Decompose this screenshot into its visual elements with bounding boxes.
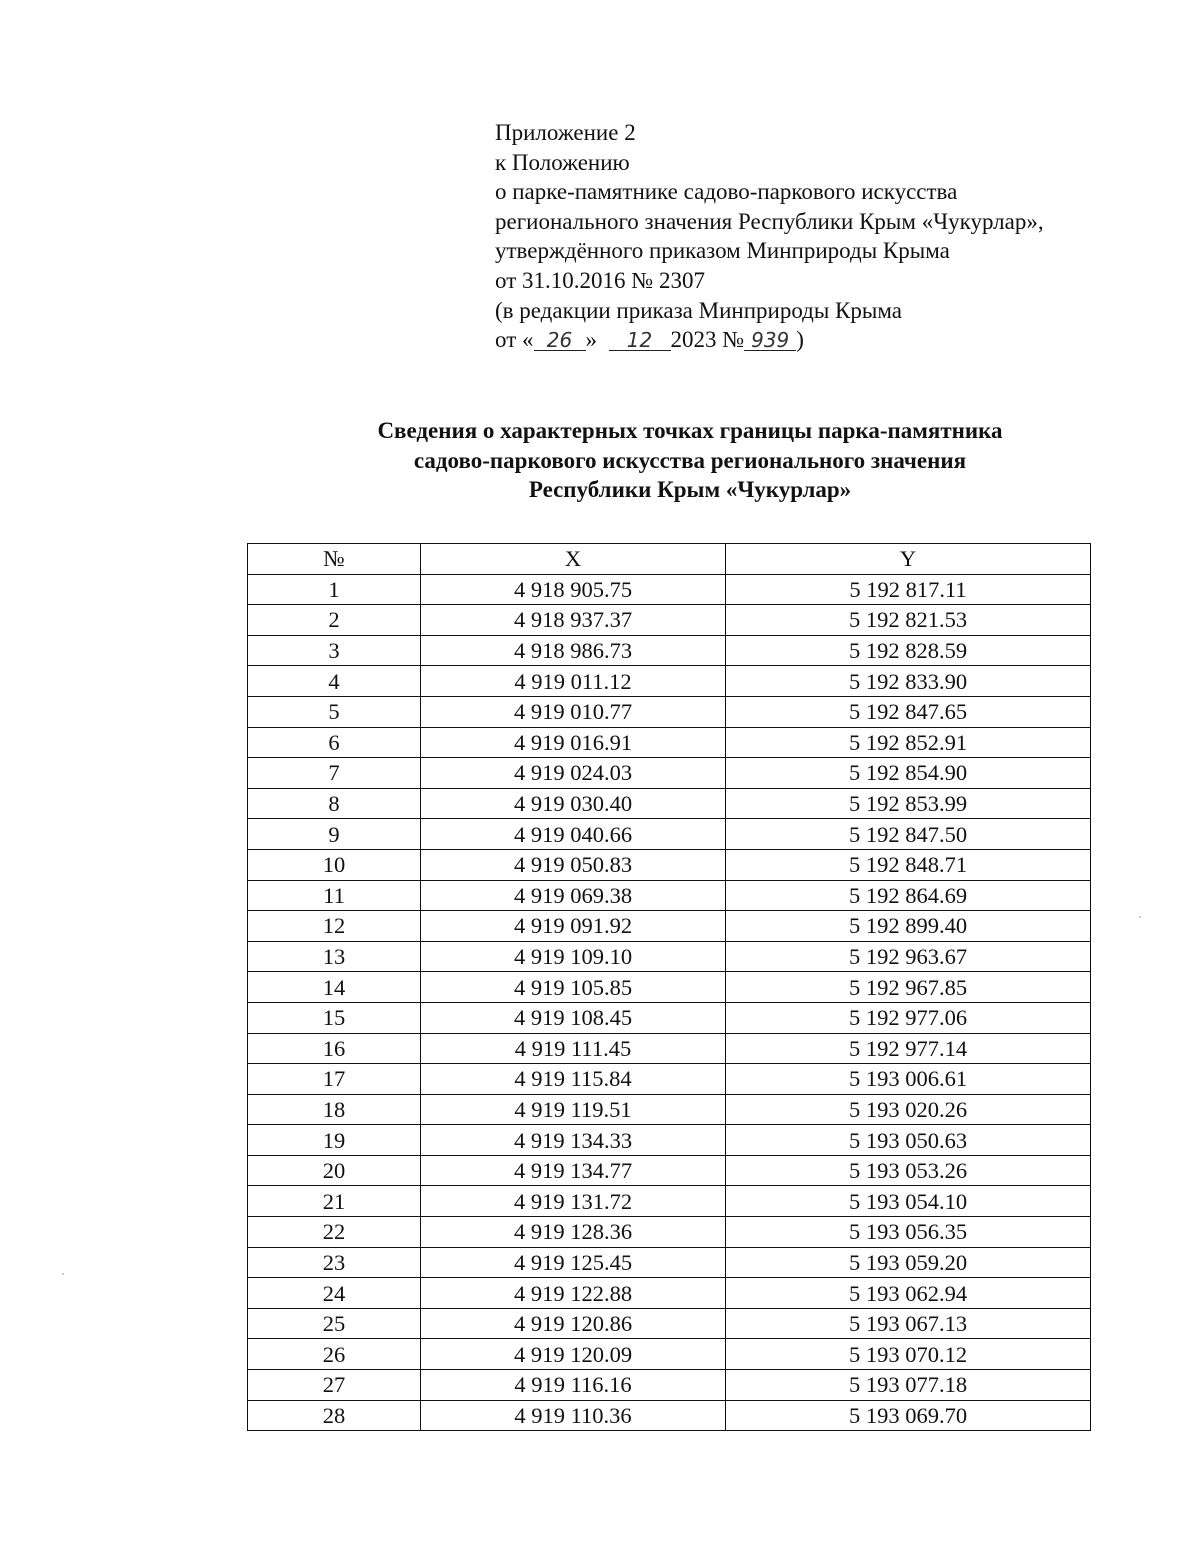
table-row (248, 727, 1091, 758)
x-coordinate: 4 919 011.12 (421, 666, 726, 697)
y-coordinate: 5 192 864.69 (726, 880, 1091, 911)
y-coordinate: 5 192 852.91 (726, 727, 1091, 758)
table-row (248, 880, 1091, 911)
table-row (248, 1155, 1091, 1186)
x-coordinate: 4 919 110.36 (421, 1400, 726, 1431)
table-row (248, 1033, 1091, 1064)
y-coordinate: 5 193 069.70 (726, 1400, 1091, 1431)
x-coordinate: 4 918 937.37 (421, 605, 726, 636)
handwritten-order-number: 939 (744, 330, 796, 351)
y-coordinate: 5 193 056.35 (726, 1217, 1091, 1248)
title-line-3: Республики Крым «Чукурлар» (528, 477, 852, 502)
table-row (248, 911, 1091, 942)
table-row (248, 696, 1091, 727)
table-body (248, 574, 1091, 1431)
point-number: 28 (248, 1400, 421, 1431)
y-coordinate: 5 193 053.26 (726, 1155, 1091, 1186)
table-row (248, 1125, 1091, 1156)
table-row (248, 574, 1091, 605)
table-row (248, 635, 1091, 666)
appendix-line-1: Приложение 2 (495, 120, 636, 145)
table-row (248, 788, 1091, 819)
x-coordinate: 4 919 105.85 (421, 972, 726, 1003)
point-number: 4 (248, 666, 421, 697)
table-row (248, 1400, 1091, 1431)
y-coordinate: 5 192 817.11 (726, 574, 1091, 605)
table-row (248, 1308, 1091, 1339)
handwritten-day: 26 (534, 330, 586, 351)
y-coordinate: 5 192 853.99 (726, 788, 1091, 819)
table-row (248, 941, 1091, 972)
point-number: 1 (248, 574, 421, 605)
title-line-1: Сведения о характерных точках границы парка-памятника (377, 418, 1003, 443)
appendix-line-4: регионального значения Республики Крым «Чукурлар», (495, 208, 1044, 234)
point-number: 25 (248, 1308, 421, 1339)
point-number: 10 (248, 849, 421, 880)
point-number: 2 (248, 605, 421, 636)
handwritten-month: 12 (609, 330, 671, 351)
y-coordinate: 5 192 833.90 (726, 666, 1091, 697)
y-coordinate: 5 192 899.40 (726, 911, 1091, 942)
y-coordinate: 5 193 070.12 (726, 1339, 1091, 1370)
coordinates-table (247, 543, 1091, 1431)
point-number: 18 (248, 1094, 421, 1125)
x-coordinate: 4 919 115.84 (421, 1064, 726, 1095)
x-coordinate: 4 919 125.45 (421, 1247, 726, 1278)
appendix-date-line (495, 325, 1135, 355)
point-number: 24 (248, 1278, 421, 1309)
y-coordinate: 5 192 847.65 (726, 696, 1091, 727)
closing-paren: ) (796, 327, 804, 353)
point-number: 13 (248, 941, 421, 972)
table-row (248, 1247, 1091, 1278)
x-coordinate: 4 919 120.09 (421, 1339, 726, 1370)
table-row (248, 1186, 1091, 1217)
y-coordinate: 5 192 963.67 (726, 941, 1091, 972)
table-row (248, 758, 1091, 789)
table-row (248, 849, 1091, 880)
point-number: 11 (248, 880, 421, 911)
y-coordinate: 5 192 854.90 (726, 758, 1091, 789)
point-number: 16 (248, 1033, 421, 1064)
x-coordinate: 4 919 128.36 (421, 1217, 726, 1248)
x-coordinate: 4 919 069.38 (421, 880, 726, 911)
y-coordinate: 5 192 828.59 (726, 635, 1091, 666)
x-coordinate: 4 919 016.91 (421, 727, 726, 758)
point-number: 5 (248, 696, 421, 727)
year-text: 2023 № (670, 327, 745, 353)
x-coordinate: 4 919 091.92 (421, 911, 726, 942)
point-number: 17 (248, 1064, 421, 1095)
x-coordinate: 4 919 119.51 (421, 1094, 726, 1125)
header-y: Y (726, 544, 1091, 575)
appendix-line-6: от 31.10.2016 № 2307 (495, 267, 705, 293)
x-coordinate: 4 919 131.72 (421, 1186, 726, 1217)
title-line-2: садово-паркового искусства регионального значения (413, 447, 967, 473)
appendix-header (495, 118, 1135, 355)
x-coordinate: 4 919 024.03 (421, 758, 726, 789)
table-row (248, 1278, 1091, 1309)
x-coordinate: 4 919 134.77 (421, 1155, 726, 1186)
x-coordinate: 4 919 109.10 (421, 941, 726, 972)
table-header-row (248, 544, 1091, 575)
appendix-line-7: (в редакции приказа Минприроды Крыма (495, 297, 902, 323)
x-coordinate: 4 919 116.16 (421, 1370, 726, 1401)
point-number: 3 (248, 635, 421, 666)
point-number: 6 (248, 727, 421, 758)
point-number: 26 (248, 1339, 421, 1370)
scan-speck (1139, 916, 1141, 918)
point-number: 7 (248, 758, 421, 789)
appendix-line-2: к Положению (495, 149, 630, 175)
x-coordinate: 4 919 108.45 (421, 1002, 726, 1033)
y-coordinate: 5 193 059.20 (726, 1247, 1091, 1278)
point-number: 14 (248, 972, 421, 1003)
table-row (248, 1002, 1091, 1033)
y-coordinate: 5 192 847.50 (726, 819, 1091, 850)
x-coordinate: 4 919 040.66 (421, 819, 726, 850)
y-coordinate: 5 192 977.14 (726, 1033, 1091, 1064)
appendix-line-5: утверждённого приказом Минприроды Крыма (495, 238, 950, 264)
quote-close: » (585, 327, 597, 353)
y-coordinate: 5 192 848.71 (726, 849, 1091, 880)
table-row (248, 972, 1091, 1003)
x-coordinate: 4 919 010.77 (421, 696, 726, 727)
x-coordinate: 4 919 111.45 (421, 1033, 726, 1064)
y-coordinate: 5 193 050.63 (726, 1125, 1091, 1156)
scan-speck (62, 1273, 64, 1275)
point-number: 15 (248, 1002, 421, 1033)
y-coordinate: 5 193 077.18 (726, 1370, 1091, 1401)
point-number: 27 (248, 1370, 421, 1401)
x-coordinate: 4 919 030.40 (421, 788, 726, 819)
table-row (248, 1370, 1091, 1401)
table-row (248, 605, 1091, 636)
y-coordinate: 5 192 967.85 (726, 972, 1091, 1003)
x-coordinate: 4 919 050.83 (421, 849, 726, 880)
x-coordinate: 4 918 986.73 (421, 635, 726, 666)
point-number: 20 (248, 1155, 421, 1186)
point-number: 12 (248, 911, 421, 942)
x-coordinate: 4 919 122.88 (421, 1278, 726, 1309)
table-row (248, 1339, 1091, 1370)
y-coordinate: 5 193 062.94 (726, 1278, 1091, 1309)
date-prefix: от « (495, 327, 534, 353)
table-row (248, 1217, 1091, 1248)
point-number: 19 (248, 1125, 421, 1156)
x-coordinate: 4 919 134.33 (421, 1125, 726, 1156)
point-number: 21 (248, 1186, 421, 1217)
table-row (248, 1094, 1091, 1125)
y-coordinate: 5 193 054.10 (726, 1186, 1091, 1217)
header-x: X (421, 544, 726, 575)
y-coordinate: 5 193 020.26 (726, 1094, 1091, 1125)
y-coordinate: 5 193 006.61 (726, 1064, 1091, 1095)
document-title (240, 416, 1140, 505)
point-number: 8 (248, 788, 421, 819)
y-coordinate: 5 192 821.53 (726, 605, 1091, 636)
table-row (248, 819, 1091, 850)
table-row (248, 1064, 1091, 1095)
x-coordinate: 4 919 120.86 (421, 1308, 726, 1339)
table-row (248, 666, 1091, 697)
y-coordinate: 5 193 067.13 (726, 1308, 1091, 1339)
point-number: 9 (248, 819, 421, 850)
appendix-line-3: о парке-памятнике садово-паркового искусства (495, 179, 958, 205)
header-number: № (248, 544, 421, 575)
y-coordinate: 5 192 977.06 (726, 1002, 1091, 1033)
point-number: 22 (248, 1217, 421, 1248)
point-number: 23 (248, 1247, 421, 1278)
x-coordinate: 4 918 905.75 (421, 574, 726, 605)
